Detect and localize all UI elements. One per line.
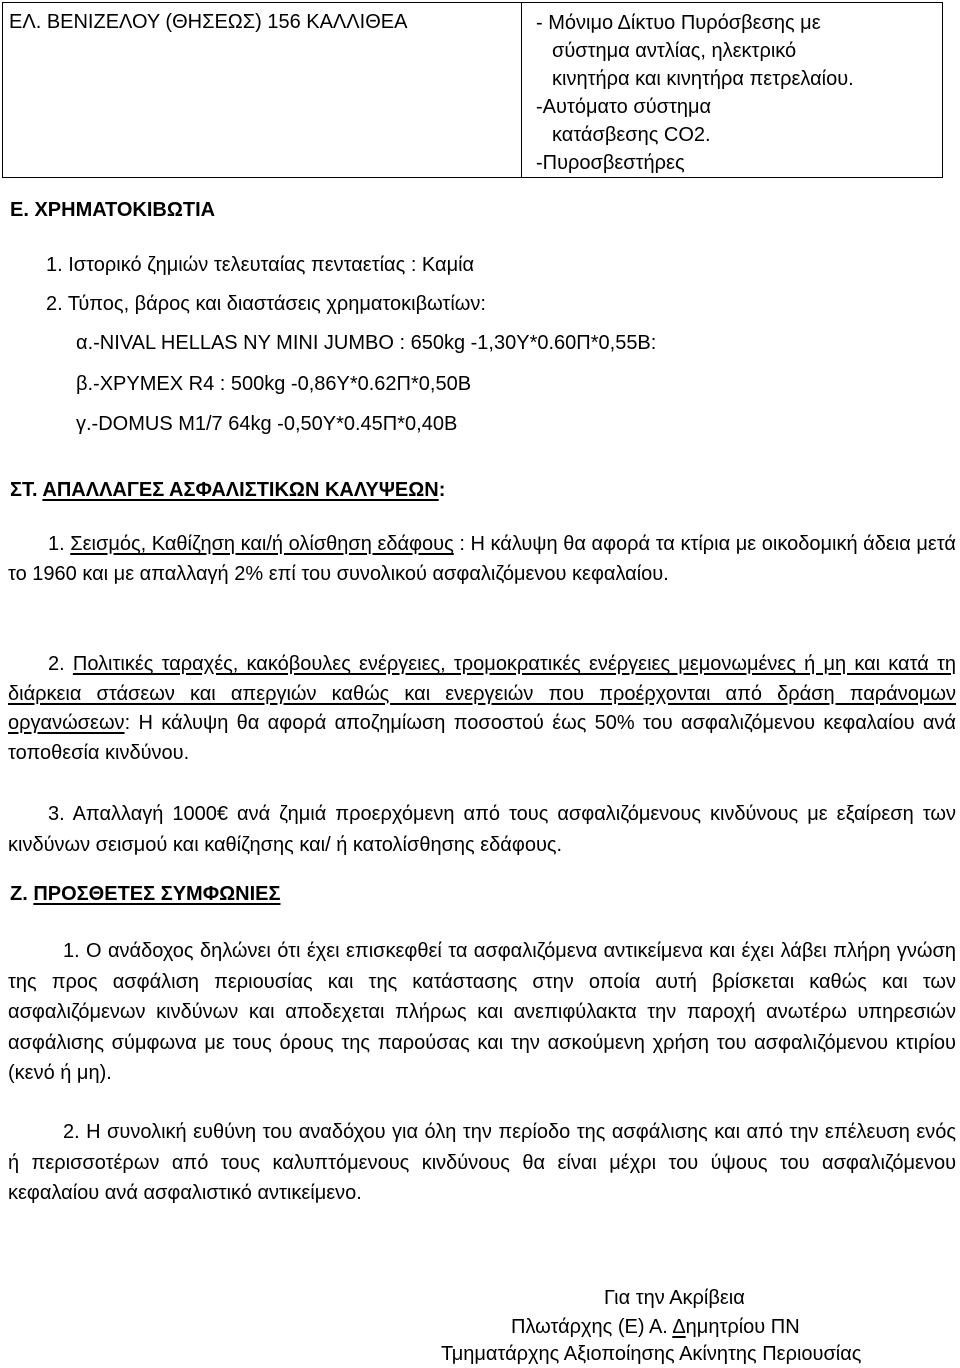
- safe-spec-item: γ.-DOMUS M1/7 64kg -0,50Υ*0.45Π*0,40Β: [76, 413, 458, 435]
- agreement-paragraph-2: 2. Η συνολική ευθύνη του αναδόχου για όλη την περίοδο της ασφάλισης και από την επέλευση ενός ή περισσοτέρων από τους καλυπτόμενους κινδύνους θα είναι μέχρι του ύψους του ασφαλιζόμενου κεφαλαίου ανά ασφαλιστικό αντικείμενο.: [8, 1121, 956, 1204]
- section-st-heading: ΣΤ. ΑΠΑΛΛΑΓΕΣ ΑΣΦΑΛΙΣΤΙΚΩΝ ΚΑΛΥΨΕΩΝ:: [10, 479, 446, 501]
- safe-spec-item: α.-NIVAL HELLAS NY MINI JUMBO : 650kg -1,30Υ*0.60Π*0,55Β:: [76, 332, 657, 354]
- fire-systems-line: κινητήρα και κινητήρα πετρελαίου.: [552, 68, 854, 90]
- section-e-heading: Ε. ΧΡΗΜΑΤΟΚΙΒΩΤΙΑ: [10, 199, 216, 221]
- exclusion-paragraph-3: 3. Απαλλαγή 1000€ ανά ζημιά προερχόμενη από τους ασφαλιζόμενους κινδύνους με εξαίρεση των κινδύνων σεισμού και καθίζησης και/ ή κατολίσθησης εδάφους.: [8, 803, 956, 856]
- address-cell: [3, 3, 522, 178]
- signature-line-3: Τμηματάρχης Αξιοποίησης Ακίνητης Περιουσίας: [441, 1343, 862, 1365]
- agreement-paragraph-1: 1. Ο ανάδοχος δηλώνει ότι έχει επισκεφθεί τα ασφαλιζόμενα αντικείμενα και έχει λάβει πλήρη γνώση της προς ασφάλιση περιουσίας και της κατάστασης στην οποία αυτή βρίσκεται καθώς και των ασφαλιζόμενων κινδύνων και αποδεχεται πλήρως και ανεπιφύλακτα την παροχή ανωτέρω υπηρεσιών ασφάλισης σύμφωνα με τους όρους της παρούσας και την ασκούμενη χρήση του ασφαλιζόμενου κτιρίου (κενό ή μη).: [8, 940, 956, 1084]
- fire-systems-line: κατάσβεσης CO2.: [552, 124, 711, 146]
- exclusion-paragraph-1: 1. Σεισμός, Καθίζηση και/ή ολίσθηση εδάφους : Η κάλυψη θα αφορά τα κτίρια με οικοδομική άδεια μετά το 1960 και με απαλλαγή 2% επί του συνολικού ασφαλιζόμενου κεφαλαίου.: [8, 533, 956, 585]
- signature-line-2: Πλωτάρχης (Ε) Α. Δημητρίου ΠΝ: [511, 1316, 800, 1338]
- section-e-item: 1. Ιστορικό ζημιών τελευταίας πενταετίας : Καμία: [46, 254, 475, 276]
- fire-systems-cell: [522, 3, 943, 178]
- fire-systems-line: - Μόνιμο Δίκτυο Πυρόσβεσης με: [536, 12, 821, 34]
- signature-line-1: Για την Ακρίβεια: [604, 1287, 745, 1309]
- top-table: [2, 2, 943, 178]
- safe-spec-item: β.-ΧΡΥΜΕΧ R4 : 500kg -0,86Υ*0.62Π*0,50Β: [76, 373, 472, 395]
- fire-systems-line: σύστημα αντλίας, ηλεκτρικό: [552, 40, 797, 62]
- exclusion-paragraph-2: 2. Πολιτικές ταραχές, κακόβουλες ενέργειες, τρομοκρατικές ενέργειες μεμονωμένες ή μη και κατά τη διάρκεια στάσεων και απεργιών καθώς και ενεργειών που προέρχονται από δράση παράνομων οργανώσεων: Η κάλυψη θα αφορά αποζημίωση ποσοστού έως 50% του ασφαλιζόμενου κεφαλαίου ανά τοποθεσία κινδύνου.: [8, 653, 956, 764]
- fire-systems-line: -Πυροσβεστήρες: [536, 152, 685, 174]
- address-text: ΕΛ. ΒΕΝΙΖΕΛΟΥ (ΘΗΣΕΩΣ) 156 ΚΑΛΛΙΘΕΑ: [9, 11, 408, 33]
- fire-systems-line: -Αυτόματο σύστημα: [536, 96, 712, 118]
- section-e-item: 2. Τύπος, βάρος και διαστάσεις χρηματοκιβωτίων:: [46, 293, 486, 315]
- section-z-heading: Ζ. ΠΡΟΣΘΕΤΕΣ ΣΥΜΦΩΝΙΕΣ: [10, 883, 281, 905]
